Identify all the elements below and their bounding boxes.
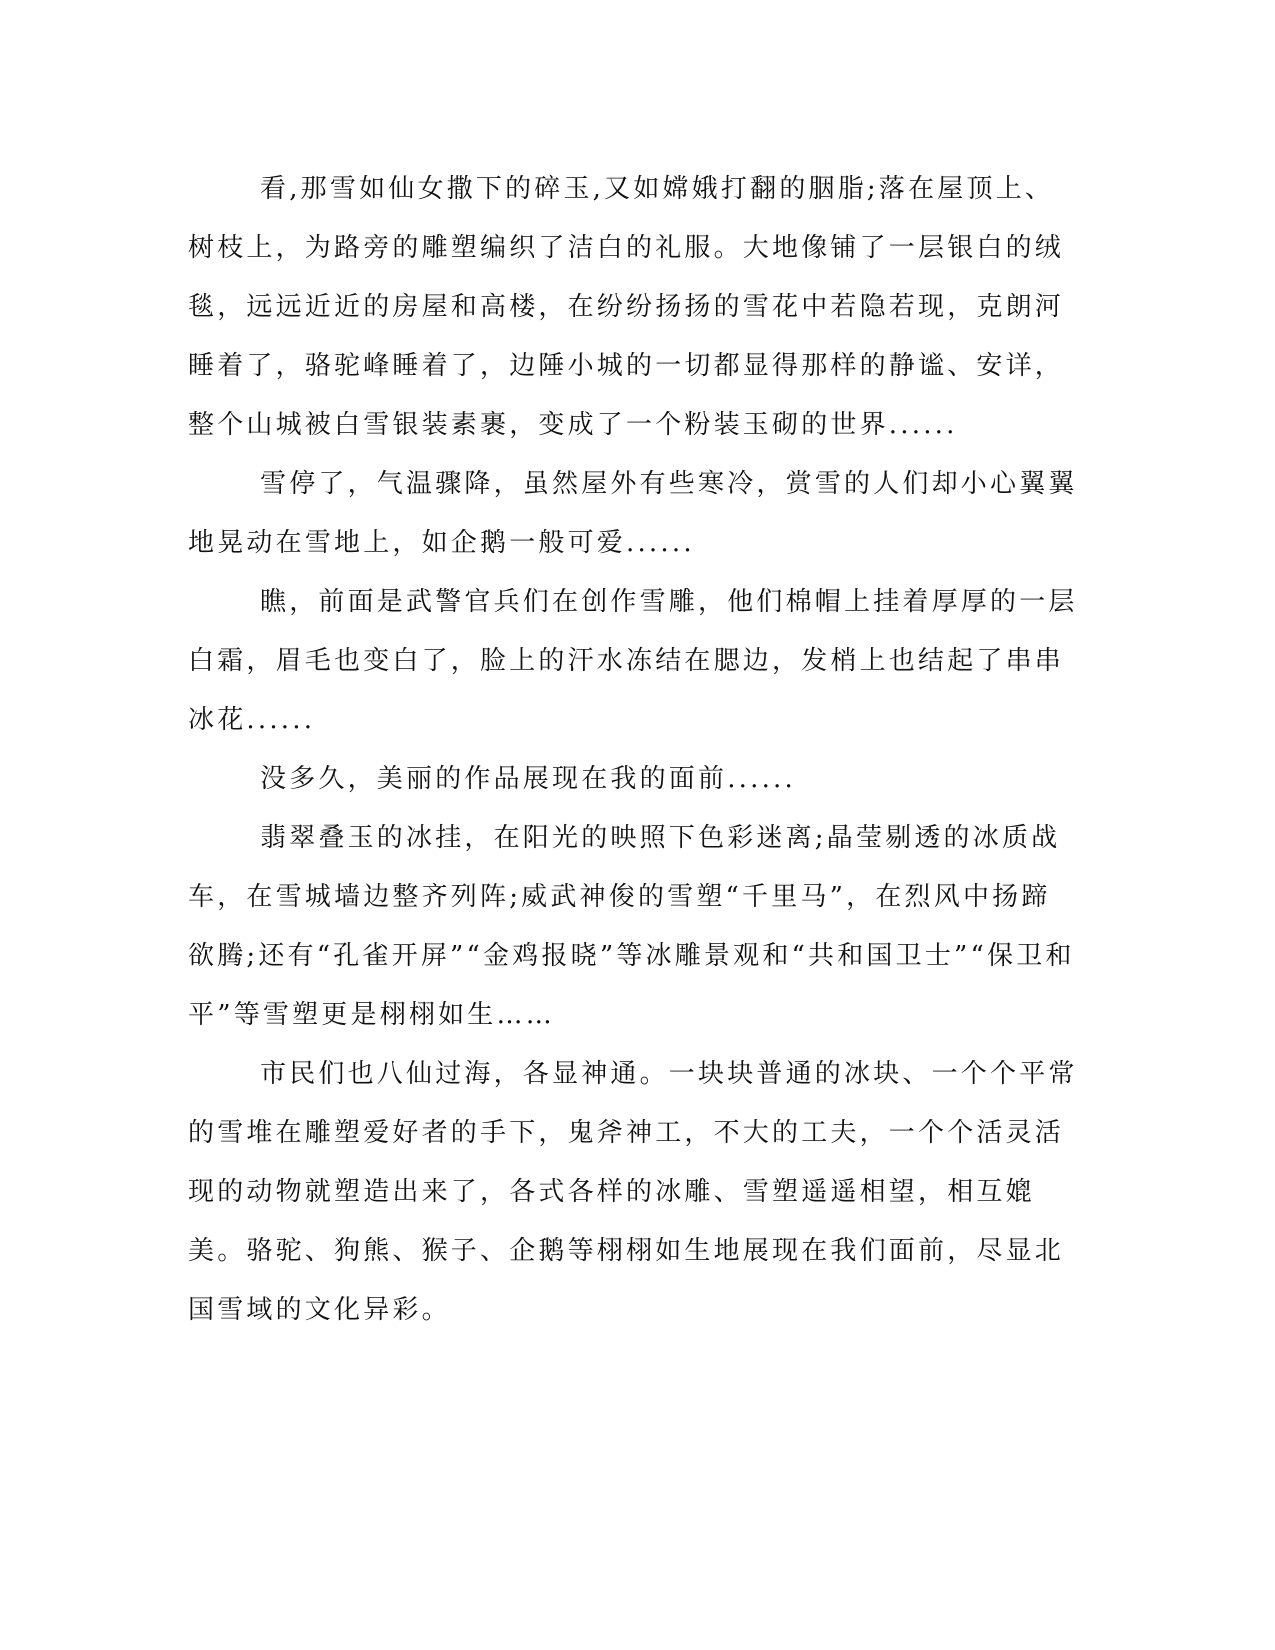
paragraph: 翡翠叠玉的冰挂，在阳光的映照下色彩迷离;晶莹剔透的冰质战车，在雪城墙边整齐列阵;威武神俊的雪塑“千里马”，在烈风中扬蹄欲腾;还有“孔雀开屏”“金鸡报晓”等冰雕景观和“共和国卫士”“保卫和平”等雪塑更是栩栩如生…… [188, 823, 1075, 1030]
paragraph: 看,那雪如仙女撒下的碎玉,又如嫦娥打翻的胭脂;落在屋顶上、树枝上，为路旁的雕塑编织了洁白的礼服。大地像铺了一层银白的绒毯，远远近近的房屋和高楼，在纷纷扬扬的雪花中若隐若现，克朗河睡着了，骆驼峰睡着了，边陲小城的一切都显得那样的静谧、安详，整个山城被白雪银装素裹，变成了一个粉装玉砌的世界...... [188, 174, 1065, 440]
paragraph: 没多久，美丽的作品展现在我的面前...... [260, 764, 796, 794]
paragraph: 市民们也八仙过海，各显神通。一块块普通的冰块、一个个平常的雪堆在雕塑爱好者的手下，鬼斧神工，不大的工夫，一个个活灵活现的动物就塑造出来了，各式各样的冰雕、雪塑遥遥相望，相互媲美。骆驼、狗熊、猴子、企鹅等栩栩如生地展现在我们面前，尽显北国雪域的文化异彩。 [188, 1059, 1078, 1325]
paragraph: 瞧，前面是武警官兵们在创作雪雕，他们棉帽上挂着厚厚的一层白霜，眉毛也变白了，脸上的汗水冻结在腮边，发梢上也结起了串串冰花...... [188, 587, 1078, 735]
paragraph: 雪停了，气温骤降，虽然屋外有些寒冷，赏雪的人们却小心翼翼地晃动在雪地上，如企鹅一般可爱...... [188, 469, 1078, 558]
document-body [188, 160, 1078, 1340]
